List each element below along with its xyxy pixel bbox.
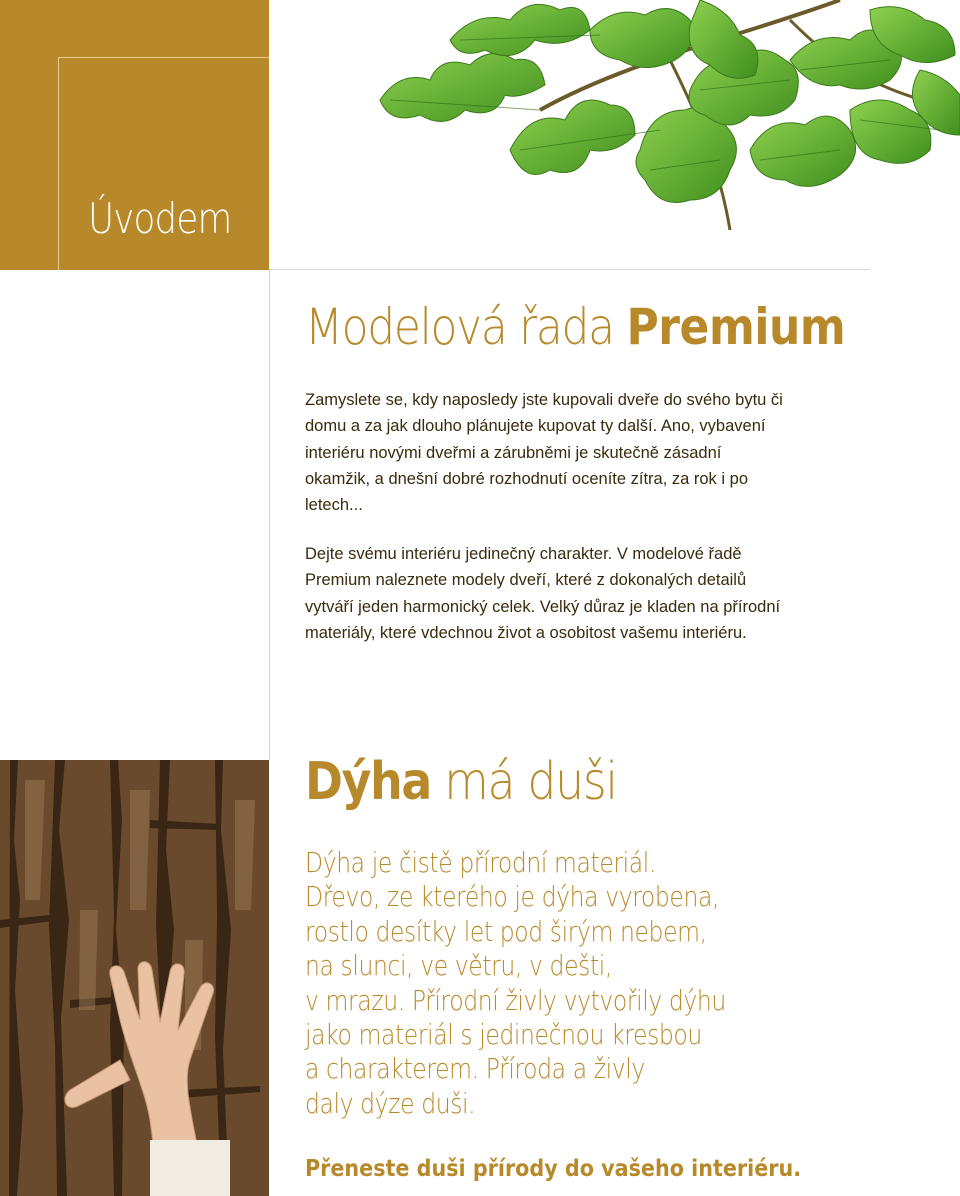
tree-bark-hand-image: [0, 760, 269, 1196]
frame-line: [58, 57, 59, 270]
verse-line: v mrazu. Přírodní živly vytvořily dýhu: [305, 983, 726, 1017]
page-title: Modelová řada Premium: [305, 298, 846, 356]
frame-line: [58, 57, 269, 58]
section-heading: Dýha má duši: [305, 752, 617, 812]
verse-line: a charakterem. Příroda a živly: [305, 1052, 645, 1086]
verse-line: jako materiál s jedinečnou kresbou: [305, 1018, 702, 1052]
tagline: Přeneste duši přírody do vašeho interiéru.: [305, 1156, 802, 1182]
verse-line: na slunci, ve větru, v dešti,: [305, 949, 612, 983]
oak-leaves-image: [370, 0, 960, 262]
intro-paragraph: Dejte svému interiéru jedinečný charakter. V modelové řadě Premium naleznete modely dveří, které z dokonalých detailů vytváří jeden harmonický celek. Velký důraz je kladen na přírodní materiály, které vdechnou život a osobitost vašemu interiéru.: [305, 545, 781, 642]
divider: [269, 270, 270, 760]
verse-line: Dřevo, ze kterého je dýha vyrobena,: [305, 880, 720, 914]
veneer-text: [305, 846, 809, 1121]
intro-paragraph: Zamyslete se, kdy naposledy jste kupovali dveře do svého bytu či domu a za jak dlouho plánujete kupovat ty další. Ano, vybavení interiéru novými dveřmi a zárubněmi je skutečně zásadní okamžik, a dnešní dobré rozhodnutí oceníte zítra, za rok i po letech...: [305, 391, 783, 515]
divider: [269, 269, 870, 270]
verse-line: rostlo desítky let pod širým nebem,: [305, 914, 707, 948]
verse-line: Dýha je čistě přírodní materiál.: [305, 846, 656, 879]
section-label: Úvodem: [88, 194, 232, 243]
verse-line: daly dýze duši.: [305, 1086, 476, 1120]
